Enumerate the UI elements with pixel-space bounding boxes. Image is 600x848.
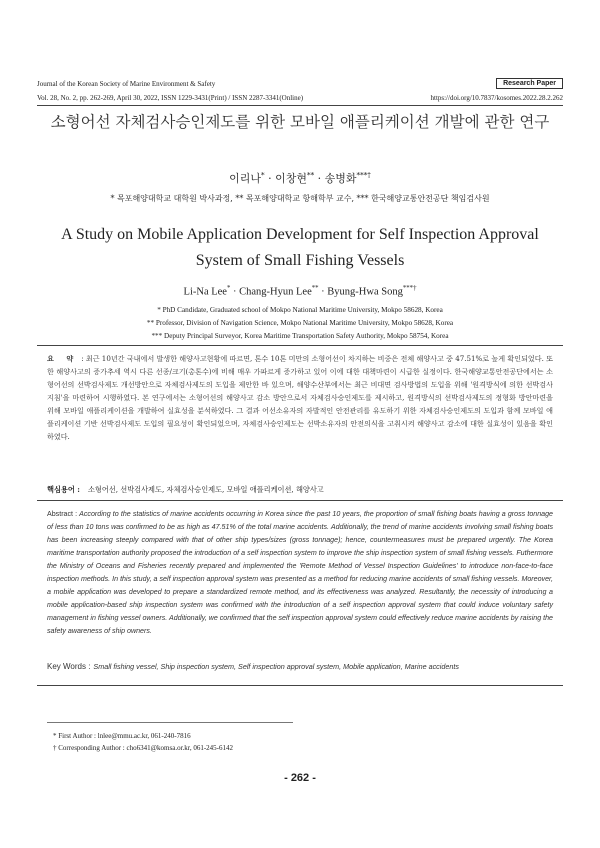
footnote-mark: † [53,744,57,752]
author-separator: · [264,172,276,185]
footnote-text: First Author : lnlee@mmu.ac.kr, 061-240-7816 [58,732,191,740]
english-abstract-text: According to the statistics of marine accidents occurring in Korea since the past 10 years, the proportion of small fishing boats having a gross tonnage of less than 10 tons was confirmed to be as high as 47.51% of the total marine accidents. Additionally, the trend of marine accidents involving small fishing boats has been increasing steeply compared with that of other ship types/sizes (gross tonnage); hence, countermeasures must be prepared urgently. The Korea maritime transportation authority proposed the introduction of a self inspection system to improve the ship inspection system of small fishing vessels. Futhermore the Ministry of Oceans and Fisheries recently prepared and implemented the 'Remote Method of Vessel Inspection Guidelines' to introduce non-face-to-face inspection methods. In this study, a self inspection approval system was presented as a method for reducing marine accidents of small fishing vessels. Moreover, a mobile application was developed to prepare a standardized remote method, and its effectiveness was analyzed. Resultantly, the necessity of introducing a mobile application-based ship inspection system was confirmed with the introduction of a self inspection approval system that could induce voluntary safety management in fishing vessel owners. Additionally, we confirmed that the self inspection approval system could effectively reduce marine accidents by raising the safety awareness of ship owners. [47,510,553,635]
author-name: Li-Na Lee [183,286,227,298]
author-name: 송병화 [324,172,357,185]
korean-abstract [47,352,553,443]
english-abstract [47,508,553,638]
author-name: Chang-Hyun Lee [239,286,312,298]
english-abstract-label: Abstract : [47,510,78,518]
english-authors [0,285,600,298]
english-keywords [47,662,553,671]
author-name: Byung-Hwa Song [327,286,403,298]
article-type-badge: Research Paper [496,78,563,89]
header-divider [37,105,563,106]
footnote-corresponding-author [53,744,233,752]
author-mark: ***† [402,285,417,292]
journal-name: Journal of the Korean Society of Marine Environment & Safety [37,80,216,88]
english-title: A Study on Mobile Application Development for Self Inspection Approval System of Small Fishing Vessels [61,226,539,269]
footnote-divider [47,722,293,723]
abstract-divider [37,345,563,346]
affiliation-line: *** Deputy Principal Surveyor, Korea Maritime Transportation Safety Authority, Mokpo 58754, Korea [151,332,449,340]
korean-title: 소형어선 자체검사승인제도를 위한 모바일 애플리케이션 개발에 관한 연구 [50,113,550,131]
english-affiliations [0,304,600,343]
author-name: 이리나 [229,172,262,185]
author-separator: · [318,286,328,298]
author-mark: ** [307,170,315,180]
author-mark: * [226,285,231,292]
korean-abstract-text: : 최근 10년간 국내에서 발생한 해양사고현황에 따르면, 톤수 10톤 미만의 소형어선이 차지하는 비중은 전체 해양사고 중 47.51%로 높게 확인되었다. 또한 해양사고의 증가추세 역시 다른 선종/크기(총톤수)에 비해 매우 가파르게 증가하고 있어 이에 대한 대책마련이 시급한 실정이다. 한국해양교통안전공단에서는 소형어선의 선박검사제도 개선방안으로 자체검사제도의 도입을 제안한 바 있으며, 해양수산부에서는 최근 비대면 검사방법의 도입을 위해 '원격방식에 의한 선박검사 지침'을 마련하여 시행하였다. 본 연구에서는 소형어선의 해양사고 감소 방안으로서 자체검사승인제도를 제시하고, 원격방식의 선박검사제도의 정형화 방안마련을 위해 모바일 애플리케이션을 개발하여 실효성을 분석하였다. 그 결과 어선소유자의 자발적인 안전관리를 유도하기 위한 자체검사승인제도의 도입과 함께 모바일 애플리케이션 기반 선박검사제도 도입의 필요성이 확인되었으며, 자체검사승인제도는 선박소유자의 안전의식을 고취시켜 해양사고 감소에 대한 실효성이 있음을 확인하였다. [47,354,553,441]
author-mark: ** [311,285,319,292]
section-divider [37,500,563,501]
volume-info: Vol. 28, No. 2, pp. 262-269, April 30, 2022, ISSN 1229-3431(Print) / ISSN 2287-3341(Online) [37,94,304,102]
english-keywords-label: Key Words : [47,662,91,671]
author-separator: · [230,286,240,298]
keywords-divider [37,685,563,686]
korean-keywords-text: 소형어선, 선박검사제도, 자체검사승인제도, 모바일 애플리케이션, 해양사고 [87,485,324,494]
korean-affiliation: * 목포해양대학교 대학원 박사과정, ** 목포해양대학교 항해학부 교수, *** 한국해양교통안전공단 책임검사원 [110,194,490,203]
korean-keywords [47,485,553,495]
affiliation-line: * PhD Candidate, Graduated school of Mokpo National Maritime University, Mokpo 58628, Korea [157,306,443,314]
author-mark: ***† [356,170,371,180]
footnote-mark: * [53,732,57,740]
english-keywords-text: Small fishing vessel, Ship inspection system, Self inspection approval system, Mobile application, Marine accidents [93,662,459,671]
doi-link[interactable]: https://doi.org/10.7837/kosomes.2022.28.2.262 [430,94,563,102]
author-mark: * [261,170,265,180]
korean-authors [0,170,600,186]
author-separator: · [314,172,325,185]
korean-abstract-label: 요 약 [47,354,79,363]
korean-keywords-label: 핵심용어 : [47,485,80,494]
page-number: - 262 - [284,772,316,784]
author-name: 이창현 [275,172,308,185]
footnote-first-author [53,732,191,740]
affiliation-line: ** Professor, Division of Navigation Science, Mokpo National Maritime University, Mokpo 58628, Korea [146,319,454,327]
footnote-text: Corresponding Author : cho6341@komsa.or.kr, 061-245-6142 [58,744,233,752]
